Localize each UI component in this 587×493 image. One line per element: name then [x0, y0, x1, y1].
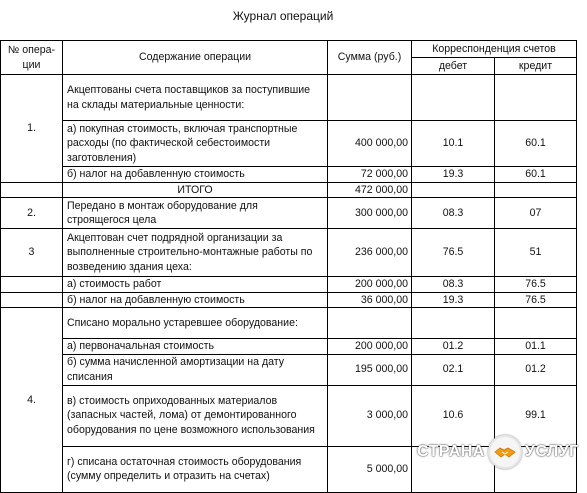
- operations-journal-table: [0, 40, 577, 493]
- header-correspondence: Корреспонденция счетов: [412, 41, 577, 58]
- row-credit: [495, 75, 577, 121]
- row-debit: [412, 182, 495, 198]
- header-amount: Сумма (руб.): [328, 41, 412, 75]
- watermark-right-text: УСЛУГ: [524, 443, 579, 460]
- row-content: б) сумма начисленной амортизации на дату списания: [63, 354, 328, 385]
- row-content: а) стоимость работ: [63, 277, 328, 293]
- row-amount: 200 000,00: [328, 339, 412, 355]
- watermark-left-text: СТРАНА: [417, 443, 485, 460]
- row-credit: 01.2: [495, 354, 577, 385]
- row-amount: 300 000,00: [328, 198, 412, 229]
- row-num-empty: [1, 182, 63, 198]
- row-debit: 10.6: [412, 385, 495, 446]
- row-num: 4.: [1, 308, 63, 493]
- row-amount-total: 472 000,00: [328, 182, 412, 198]
- row-content: г) списана остаточная стоимость оборудования (сумму определить и отразить на счетах): [63, 446, 328, 492]
- row-debit: 19.3: [412, 292, 495, 308]
- row-credit: 76.5: [495, 277, 577, 293]
- row-debit: [412, 308, 495, 339]
- row-content: а) первоначальная стоимость: [63, 339, 328, 355]
- row-debit: 19.3: [412, 167, 495, 183]
- row-credit: 01.1: [495, 339, 577, 355]
- row-amount: 72 000,00: [328, 167, 412, 183]
- row-amount: 195 000,00: [328, 354, 412, 385]
- row-credit: 60.1: [495, 167, 577, 183]
- row-credit: 76.5: [495, 292, 577, 308]
- row-content: в) стоимость оприходованных материалов (запасных частей, лома) от демонтированного оборудования по цене возможного использования: [63, 385, 328, 446]
- row-credit: [495, 182, 577, 198]
- row-content: б) налог на добавленную стоимость: [63, 167, 328, 183]
- page-title: Журнал операций: [232, 9, 334, 23]
- row-content: б) налог на добавленную стоимость: [63, 292, 328, 308]
- row-debit: 08.3: [412, 198, 495, 229]
- row-credit: 07: [495, 198, 577, 229]
- watermark-logo: [417, 435, 579, 469]
- row-amount: 36 000,00: [328, 292, 412, 308]
- row-num: 1.: [1, 75, 63, 183]
- row-amount: 400 000,00: [328, 121, 412, 167]
- row-content: Передано в монтаж оборудование для строящегося цела: [63, 198, 328, 229]
- row-amount: [328, 308, 412, 339]
- header-debit: дебет: [412, 58, 495, 75]
- row-amount: 3 000,00: [328, 385, 412, 446]
- row-amount: 200 000,00: [328, 277, 412, 293]
- row-amount: 5 000,00: [328, 446, 412, 492]
- row-credit: 99.1: [495, 385, 577, 446]
- row-num: 3: [1, 229, 63, 277]
- header-content: Содержание операции: [63, 41, 328, 75]
- row-num-empty: [1, 292, 63, 308]
- header-credit: кредит: [495, 58, 577, 75]
- row-content: а) покупная стоимость, включая транспортные расходы (по фактической себестоимости заготовления): [63, 121, 328, 167]
- row-credit: 60.1: [495, 121, 577, 167]
- row-credit: [495, 308, 577, 339]
- header-num: № опера-ции: [1, 41, 63, 75]
- row-content: Списано морально устаревшее оборудование:: [63, 308, 328, 339]
- row-debit: [412, 75, 495, 121]
- handshake-icon: [488, 435, 522, 469]
- row-debit: 10.1: [412, 121, 495, 167]
- row-content-total: ИТОГО: [63, 182, 328, 198]
- row-num-empty: [1, 277, 63, 293]
- row-content: Акцептован счет подрядной организации за выполненные строительно-монтажные работы по возведению здания цеха:: [63, 229, 328, 277]
- row-content: Акцептованы счета поставщиков за поступившие на склады материальные ценности:: [63, 75, 328, 121]
- row-amount: 236 000,00: [328, 229, 412, 277]
- row-num: 2.: [1, 198, 63, 229]
- row-amount: [328, 75, 412, 121]
- row-debit: 01.2: [412, 339, 495, 355]
- row-credit: 51: [495, 229, 577, 277]
- row-debit: 02.1: [412, 354, 495, 385]
- row-debit: 08.3: [412, 277, 495, 293]
- row-debit: 76.5: [412, 229, 495, 277]
